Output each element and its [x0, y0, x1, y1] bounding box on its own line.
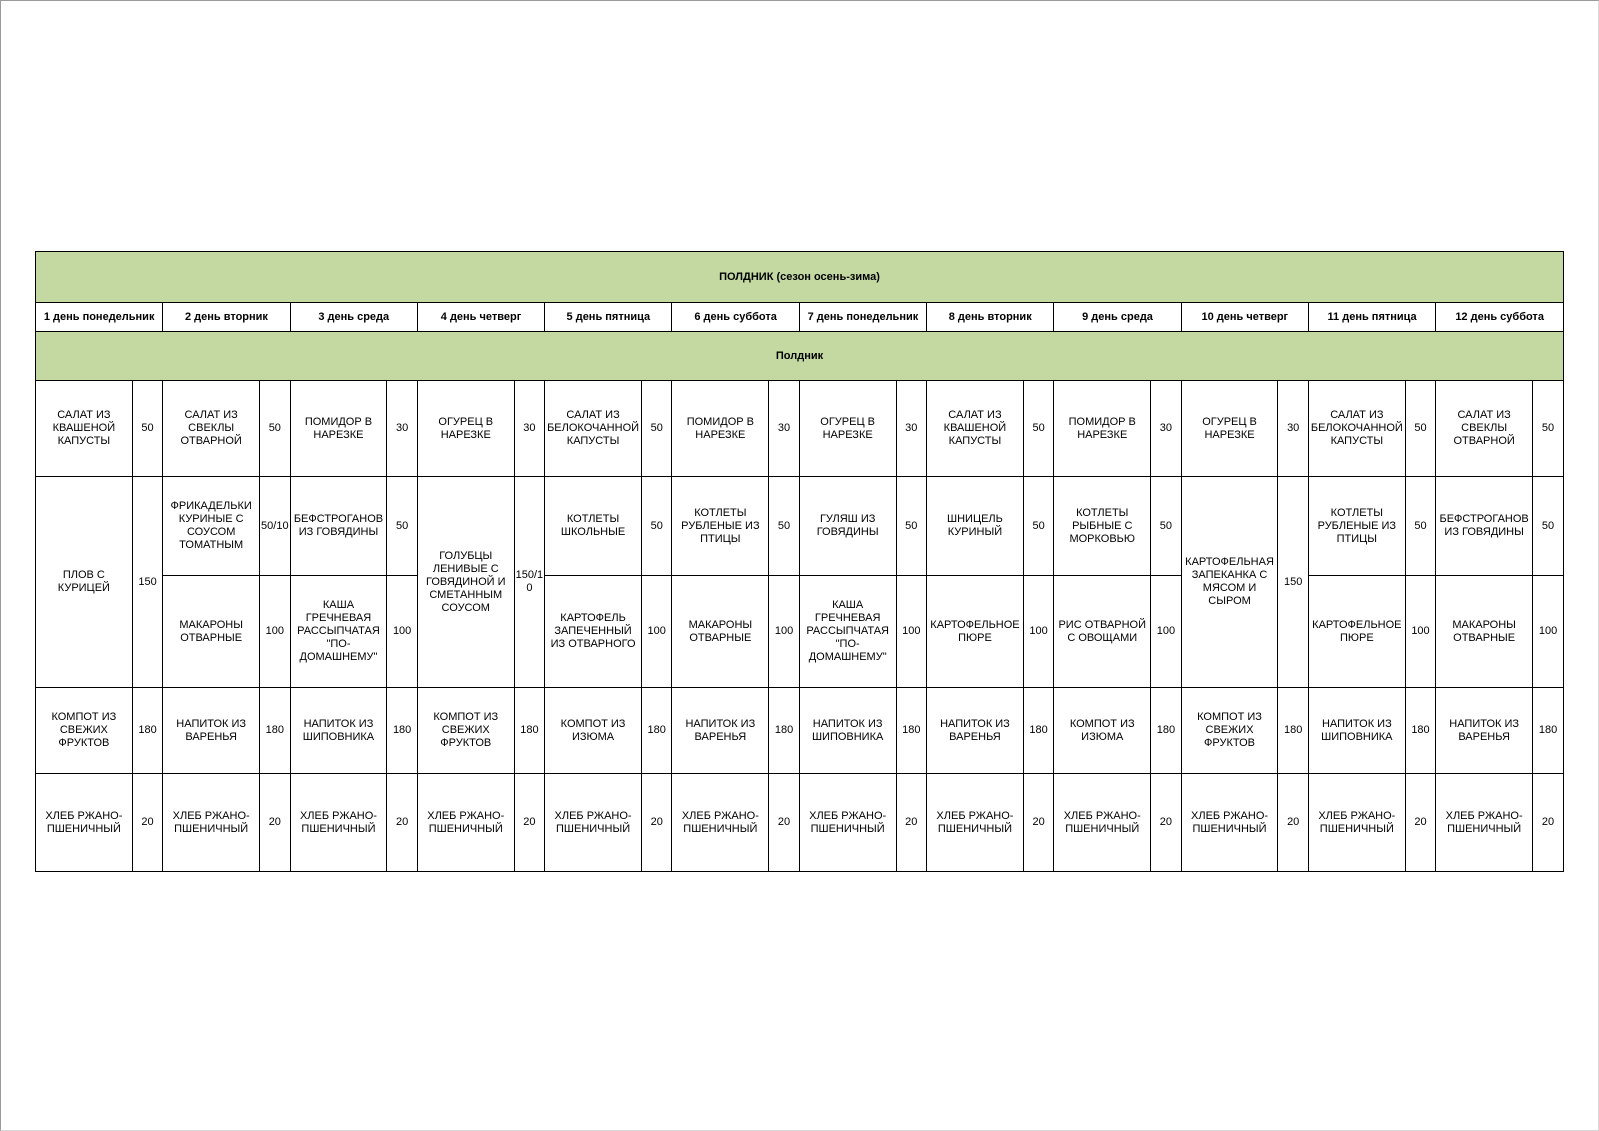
dish-cell: БЕФСТРОГАНОВ ИЗ ГОВЯДИНЫ: [1436, 477, 1533, 576]
weight-cell: 20: [896, 774, 927, 872]
weight-cell: 20: [1151, 774, 1182, 872]
dish-cell: ГОЛУБЦЫ ЛЕНИВЫЕ С ГОВЯДИНОЙ И СМЕТАННЫМ СОУСОМ: [417, 477, 514, 688]
weight-cell: 100: [641, 576, 672, 688]
weight-cell: 50: [1533, 477, 1564, 576]
weight-cell: 150: [132, 477, 163, 688]
weight-cell: 50: [641, 477, 672, 576]
dish-cell: ПОМИДОР В НАРЕЗКЕ: [672, 381, 769, 477]
weight-cell: 50: [1533, 381, 1564, 477]
dish-cell: КОМПОТ ИЗ СВЕЖИХ ФРУКТОВ: [417, 688, 514, 774]
dish-cell: БЕФСТРОГАНОВ ИЗ ГОВЯДИНЫ: [290, 477, 387, 576]
weight-cell: 50: [1023, 477, 1054, 576]
weight-cell: 180: [896, 688, 927, 774]
weight-cell: 50: [1151, 477, 1182, 576]
dish-cell: НАПИТОК ИЗ ШИПОВНИКА: [1308, 688, 1405, 774]
weight-cell: 100: [1023, 576, 1054, 688]
dish-cell: САЛАТ ИЗ СВЕКЛЫ ОТВАРНОЙ: [1436, 381, 1533, 477]
dish-cell: КОТЛЕТЫ РЫБНЫЕ С МОРКОВЬЮ: [1054, 477, 1151, 576]
weight-cell: 180: [641, 688, 672, 774]
weight-cell: 180: [1278, 688, 1309, 774]
dish-cell: КОТЛЕТЫ РУБЛЕНЫЕ ИЗ ПТИЦЫ: [1308, 477, 1405, 576]
table-row-drink: [36, 688, 1564, 774]
weight-cell: 30: [1151, 381, 1182, 477]
dish-cell: НАПИТОК ИЗ ВАРЕНЬЯ: [163, 688, 260, 774]
day-header: 8 день вторник: [927, 303, 1054, 332]
table-row-side: [36, 576, 1564, 688]
weight-cell: 30: [514, 381, 545, 477]
weight-cell: 20: [1023, 774, 1054, 872]
dish-cell: ХЛЕБ РЖАНО-ПШЕНИЧНЫЙ: [799, 774, 896, 872]
weight-cell: 180: [132, 688, 163, 774]
weight-cell: 100: [387, 576, 418, 688]
dish-cell: КОМПОТ ИЗ ИЗЮМА: [545, 688, 642, 774]
weight-cell: 100: [769, 576, 800, 688]
dish-cell: РИС ОТВАРНОЙ С ОВОЩАМИ: [1054, 576, 1151, 688]
weight-cell: 50: [641, 381, 672, 477]
dish-cell: ХЛЕБ РЖАНО-ПШЕНИЧНЫЙ: [163, 774, 260, 872]
weight-cell: 180: [260, 688, 291, 774]
dish-cell: КАША ГРЕЧНЕВАЯ РАССЫПЧАТАЯ "ПО-ДОМАШНЕМУ": [290, 576, 387, 688]
dish-cell: ХЛЕБ РЖАНО-ПШЕНИЧНЫЙ: [1436, 774, 1533, 872]
day-header: 2 день вторник: [163, 303, 290, 332]
dish-cell: КАРТОФЕЛЬНОЕ ПЮРЕ: [927, 576, 1024, 688]
day-header: 6 день суббота: [672, 303, 799, 332]
weight-cell: 150: [1278, 477, 1309, 688]
table-row-salad: [36, 381, 1564, 477]
dish-cell: ПОМИДОР В НАРЕЗКЕ: [290, 381, 387, 477]
weight-cell: 50: [260, 381, 291, 477]
dish-cell: НАПИТОК ИЗ ВАРЕНЬЯ: [672, 688, 769, 774]
weight-cell: 180: [1405, 688, 1436, 774]
weight-cell: 100: [896, 576, 927, 688]
weight-cell: 180: [769, 688, 800, 774]
dish-cell: КОТЛЕТЫ ШКОЛЬНЫЕ: [545, 477, 642, 576]
weight-cell: 20: [387, 774, 418, 872]
day-header: 12 день суббота: [1436, 303, 1564, 332]
weight-cell: 50: [769, 477, 800, 576]
day-header: 7 день понедельник: [799, 303, 926, 332]
dish-cell: ХЛЕБ РЖАНО-ПШЕНИЧНЫЙ: [672, 774, 769, 872]
weight-cell: 50: [1023, 381, 1054, 477]
day-header: 9 день среда: [1054, 303, 1181, 332]
dish-cell: ХЛЕБ РЖАНО-ПШЕНИЧНЫЙ: [290, 774, 387, 872]
dish-cell: ХЛЕБ РЖАНО-ПШЕНИЧНЫЙ: [927, 774, 1024, 872]
day-header: 10 день четверг: [1181, 303, 1308, 332]
dish-cell: НАПИТОК ИЗ ШИПОВНИКА: [799, 688, 896, 774]
dish-cell: ФРИКАДЕЛЬКИ КУРИНЫЕ С СОУСОМ ТОМАТНЫМ: [163, 477, 260, 576]
dish-cell: ОГУРЕЦ В НАРЕЗКЕ: [1181, 381, 1278, 477]
dish-cell: ХЛЕБ РЖАНО-ПШЕНИЧНЫЙ: [1181, 774, 1278, 872]
day-header: 1 день понедельник: [36, 303, 163, 332]
weight-cell: 20: [641, 774, 672, 872]
weight-cell: 50: [1405, 381, 1436, 477]
dish-cell: КОМПОТ ИЗ СВЕЖИХ ФРУКТОВ: [1181, 688, 1278, 774]
weight-cell: 30: [896, 381, 927, 477]
weight-cell: 50: [387, 477, 418, 576]
day-header: 11 день пятница: [1308, 303, 1435, 332]
dish-cell: ХЛЕБ РЖАНО-ПШЕНИЧНЫЙ: [1308, 774, 1405, 872]
dish-cell: ОГУРЕЦ В НАРЕЗКЕ: [799, 381, 896, 477]
weight-cell: 50: [132, 381, 163, 477]
weight-cell: 150/10: [514, 477, 545, 688]
day-header: 5 день пятница: [545, 303, 672, 332]
dish-cell: ГУЛЯШ ИЗ ГОВЯДИНЫ: [799, 477, 896, 576]
menu-table: [35, 251, 1564, 872]
dish-cell: ШНИЦЕЛЬ КУРИНЫЙ: [927, 477, 1024, 576]
dish-cell: КОМПОТ ИЗ ИЗЮМА: [1054, 688, 1151, 774]
dish-cell: ПОМИДОР В НАРЕЗКЕ: [1054, 381, 1151, 477]
dish-cell: ПЛОВ С КУРИЦЕЙ: [36, 477, 133, 688]
dish-cell: ХЛЕБ РЖАНО-ПШЕНИЧНЫЙ: [417, 774, 514, 872]
weight-cell: 20: [1405, 774, 1436, 872]
dish-cell: САЛАТ ИЗ БЕЛОКОЧАННОЙ КАПУСТЫ: [1308, 381, 1405, 477]
weight-cell: 20: [1533, 774, 1564, 872]
weight-cell: 180: [1533, 688, 1564, 774]
table-title: ПОЛДНИК (сезон осень-зима): [36, 252, 1564, 303]
weight-cell: 100: [1151, 576, 1182, 688]
dish-cell: ХЛЕБ РЖАНО-ПШЕНИЧНЫЙ: [36, 774, 133, 872]
dish-cell: КАРТОФЕЛЬНОЕ ПЮРЕ: [1308, 576, 1405, 688]
weight-cell: 20: [260, 774, 291, 872]
weight-cell: 50: [1405, 477, 1436, 576]
weight-cell: 180: [387, 688, 418, 774]
day-header: 3 день среда: [290, 303, 417, 332]
dish-cell: ХЛЕБ РЖАНО-ПШЕНИЧНЫЙ: [1054, 774, 1151, 872]
weight-cell: 30: [1278, 381, 1309, 477]
weight-cell: 50/10: [260, 477, 291, 576]
day-header: 4 день четверг: [417, 303, 544, 332]
table-row-main: [36, 477, 1564, 576]
weight-cell: 180: [1151, 688, 1182, 774]
dish-cell: САЛАТ ИЗ БЕЛОКОЧАННОЙ КАПУСТЫ: [545, 381, 642, 477]
weight-cell: 180: [1023, 688, 1054, 774]
weight-cell: 50: [896, 477, 927, 576]
weight-cell: 20: [514, 774, 545, 872]
weight-cell: 100: [1405, 576, 1436, 688]
dish-cell: НАПИТОК ИЗ ШИПОВНИКА: [290, 688, 387, 774]
dish-cell: НАПИТОК ИЗ ВАРЕНЬЯ: [1436, 688, 1533, 774]
weight-cell: 180: [514, 688, 545, 774]
dish-cell: САЛАТ ИЗ СВЕКЛЫ ОТВАРНОЙ: [163, 381, 260, 477]
weight-cell: 20: [132, 774, 163, 872]
dish-cell: МАКАРОНЫ ОТВАРНЫЕ: [163, 576, 260, 688]
dish-cell: НАПИТОК ИЗ ВАРЕНЬЯ: [927, 688, 1024, 774]
dish-cell: МАКАРОНЫ ОТВАРНЫЕ: [1436, 576, 1533, 688]
weight-cell: 100: [1533, 576, 1564, 688]
dish-cell: КОМПОТ ИЗ СВЕЖИХ ФРУКТОВ: [36, 688, 133, 774]
dish-cell: САЛАТ ИЗ КВАШЕНОЙ КАПУСТЫ: [927, 381, 1024, 477]
dish-cell: ОГУРЕЦ В НАРЕЗКЕ: [417, 381, 514, 477]
dish-cell: МАКАРОНЫ ОТВАРНЫЕ: [672, 576, 769, 688]
weight-cell: 30: [387, 381, 418, 477]
table-row-bread: [36, 774, 1564, 872]
dish-cell: КАРТОФЕЛЬ ЗАПЕЧЕННЫЙ ИЗ ОТВАРНОГО: [545, 576, 642, 688]
weight-cell: 20: [769, 774, 800, 872]
dish-cell: ХЛЕБ РЖАНО-ПШЕНИЧНЫЙ: [545, 774, 642, 872]
weight-cell: 100: [260, 576, 291, 688]
dish-cell: САЛАТ ИЗ КВАШЕНОЙ КАПУСТЫ: [36, 381, 133, 477]
weight-cell: 30: [769, 381, 800, 477]
section-header: Полдник: [36, 332, 1564, 381]
dish-cell: КАША ГРЕЧНЕВАЯ РАССЫПЧАТАЯ "ПО-ДОМАШНЕМУ": [799, 576, 896, 688]
weight-cell: 20: [1278, 774, 1309, 872]
dish-cell: КОТЛЕТЫ РУБЛЕНЫЕ ИЗ ПТИЦЫ: [672, 477, 769, 576]
dish-cell: КАРТОФЕЛЬНАЯ ЗАПЕКАНКА С МЯСОМ И СЫРОМ: [1181, 477, 1278, 688]
